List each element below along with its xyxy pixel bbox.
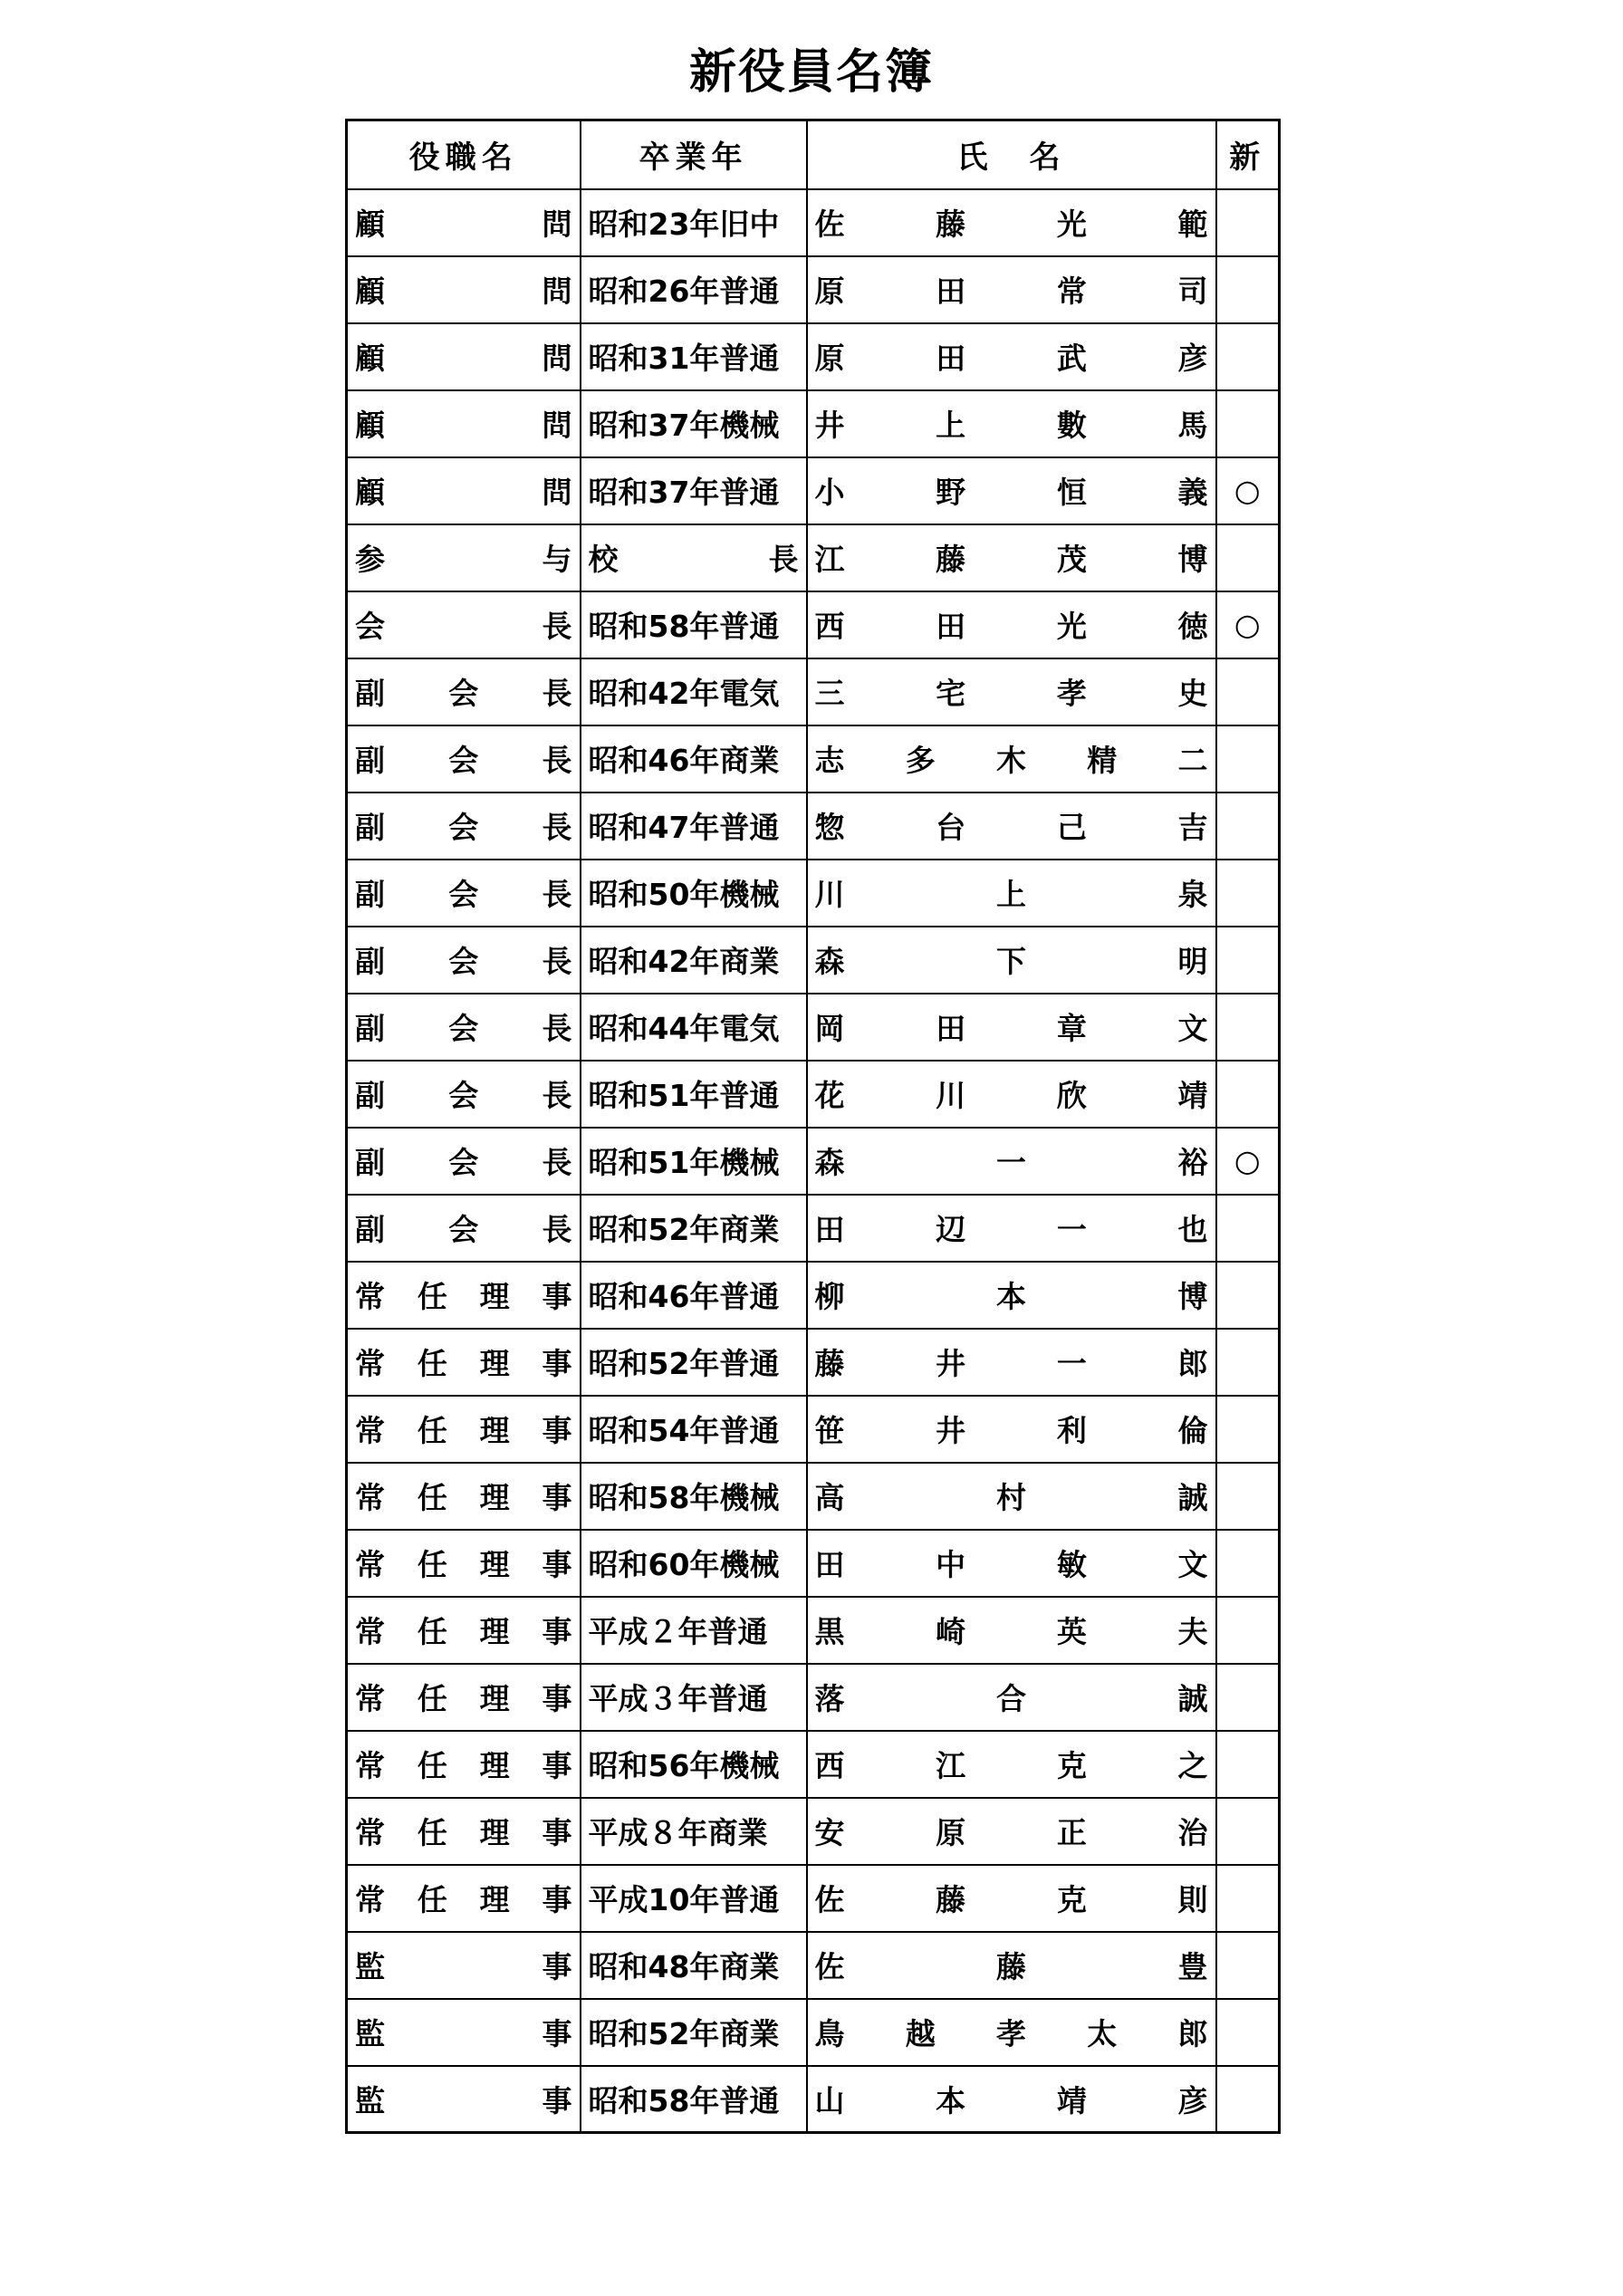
cell-post: 顧 問: [347, 256, 581, 323]
table-row: [347, 1061, 1280, 1128]
table-row: [347, 323, 1280, 390]
cell-post: 副 会 長: [347, 927, 581, 994]
cell-post: 副 会 長: [347, 994, 581, 1061]
cell-new-mark: [1216, 1932, 1280, 1999]
cell-new-mark: [1216, 1396, 1280, 1463]
table-row: [347, 1329, 1280, 1396]
cell-new-mark: [1216, 524, 1280, 591]
table-row: [347, 1999, 1280, 2066]
cell-graduation-year: 昭和50年機械: [581, 860, 807, 927]
table-header: [347, 120, 1280, 189]
cell-graduation-year: 昭和52年商業: [581, 1195, 807, 1262]
table-row: [347, 1530, 1280, 1597]
cell-new-mark: [1216, 1530, 1280, 1597]
cell-post: 副 会 長: [347, 725, 581, 793]
cell-name: 田 辺 一 也: [807, 1195, 1216, 1262]
cell-post: 常 任 理 事: [347, 1530, 581, 1597]
cell-graduation-year: 昭和31年普通: [581, 323, 807, 390]
cell-new-mark: [1216, 1731, 1280, 1798]
page-title: 新役員名簿: [688, 45, 934, 100]
cell-graduation-year: 昭和51年普通: [581, 1061, 807, 1128]
cell-post: 常 任 理 事: [347, 1664, 581, 1731]
cell-name: 志 多 木 精 二: [807, 725, 1216, 793]
cell-graduation-year: 昭和48年商業: [581, 1932, 807, 1999]
cell-graduation-year: 昭和58年普通: [581, 2066, 807, 2133]
table-row: [347, 1396, 1280, 1463]
cell-post: 顧 問: [347, 457, 581, 524]
cell-new-mark: [1216, 323, 1280, 390]
table-row: [347, 994, 1280, 1061]
table-row: [347, 2066, 1280, 2133]
cell-name: 花 川 欣 靖: [807, 1061, 1216, 1128]
cell-post: 常 任 理 事: [347, 1463, 581, 1530]
cell-name: 三 宅 孝 史: [807, 658, 1216, 725]
cell-post: 監 事: [347, 2066, 581, 2133]
cell-graduation-year: 昭和58年普通: [581, 591, 807, 658]
cell-new-mark: [1216, 1597, 1280, 1664]
table-row: [347, 1664, 1280, 1731]
cell-name: 川 上 泉: [807, 860, 1216, 927]
cell-graduation-year: 平成10年普通: [581, 1865, 807, 1932]
cell-new-mark: [1216, 1798, 1280, 1865]
cell-graduation-year: 昭和42年電気: [581, 658, 807, 725]
cell-post: 副 会 長: [347, 1061, 581, 1128]
cell-new-mark: [1216, 1865, 1280, 1932]
cell-new-mark: [1216, 725, 1280, 793]
table-row: [347, 1865, 1280, 1932]
cell-post: 監 事: [347, 1932, 581, 1999]
table-row: [347, 658, 1280, 725]
cell-new-mark: ○: [1216, 591, 1280, 658]
roster-table-wrap: [345, 119, 1278, 2134]
cell-name: 黒 崎 英 夫: [807, 1597, 1216, 1664]
cell-name: 柳 本 博: [807, 1262, 1216, 1329]
cell-name: 江 藤 茂 博: [807, 524, 1216, 591]
cell-post: 顧 問: [347, 189, 581, 256]
cell-new-mark: [1216, 927, 1280, 994]
table-row: [347, 1932, 1280, 1999]
cell-name: 安 原 正 治: [807, 1798, 1216, 1865]
cell-graduation-year: 昭和46年普通: [581, 1262, 807, 1329]
table-row: [347, 390, 1280, 457]
cell-new-mark: [1216, 1664, 1280, 1731]
cell-name: 小 野 恒 義: [807, 457, 1216, 524]
cell-post: 常 任 理 事: [347, 1597, 581, 1664]
cell-post: 会 長: [347, 591, 581, 658]
table-row: [347, 256, 1280, 323]
table-row: [347, 457, 1280, 524]
cell-post: 顧 問: [347, 323, 581, 390]
cell-name: 惣 台 己 吉: [807, 793, 1216, 860]
cell-graduation-year: 昭和26年普通: [581, 256, 807, 323]
cell-new-mark: [1216, 1999, 1280, 2066]
cell-new-mark: [1216, 994, 1280, 1061]
cell-name: 高 村 誠: [807, 1463, 1216, 1530]
cell-new-mark: [1216, 1262, 1280, 1329]
table-row: [347, 1128, 1280, 1195]
cell-new-mark: [1216, 1195, 1280, 1262]
cell-name: 山 本 靖 彦: [807, 2066, 1216, 2133]
table-row: [347, 1195, 1280, 1262]
cell-name: 西 江 克 之: [807, 1731, 1216, 1798]
cell-post: 常 任 理 事: [347, 1262, 581, 1329]
cell-name: 田 中 敏 文: [807, 1530, 1216, 1597]
cell-name: 西 田 光 徳: [807, 591, 1216, 658]
officer-roster-table: [345, 119, 1281, 2134]
cell-new-mark: ○: [1216, 1128, 1280, 1195]
column-header-post: 役職名: [347, 120, 581, 189]
cell-post: 副 会 長: [347, 793, 581, 860]
cell-name: 原 田 武 彦: [807, 323, 1216, 390]
cell-name: 岡 田 章 文: [807, 994, 1216, 1061]
cell-graduation-year: 昭和37年普通: [581, 457, 807, 524]
cell-graduation-year: 昭和52年商業: [581, 1999, 807, 2066]
cell-new-mark: [1216, 793, 1280, 860]
cell-graduation-year: 昭和60年機械: [581, 1530, 807, 1597]
cell-name: 森 一 裕: [807, 1128, 1216, 1195]
table-row: [347, 524, 1280, 591]
cell-new-mark: [1216, 1061, 1280, 1128]
table-body: [347, 189, 1280, 2133]
table-row: [347, 1463, 1280, 1530]
cell-graduation-year: 昭和56年機械: [581, 1731, 807, 1798]
cell-new-mark: [1216, 658, 1280, 725]
cell-graduation-year: 昭和42年商業: [581, 927, 807, 994]
cell-new-mark: [1216, 860, 1280, 927]
cell-name: 落 合 誠: [807, 1664, 1216, 1731]
cell-graduation-year: 昭和37年機械: [581, 390, 807, 457]
cell-post: 常 任 理 事: [347, 1329, 581, 1396]
cell-post: 副 会 長: [347, 860, 581, 927]
column-header-year: 卒業年: [581, 120, 807, 189]
cell-graduation-year: 昭和52年普通: [581, 1329, 807, 1396]
cell-graduation-year: 昭和54年普通: [581, 1396, 807, 1463]
cell-graduation-year: 昭和23年旧中: [581, 189, 807, 256]
table-row: [347, 1262, 1280, 1329]
cell-graduation-year: 平成２年普通: [581, 1597, 807, 1664]
cell-new-mark: [1216, 1329, 1280, 1396]
table-row: [347, 793, 1280, 860]
table-header-row: [347, 120, 1280, 189]
cell-new-mark: ○: [1216, 457, 1280, 524]
table-row: [347, 860, 1280, 927]
cell-new-mark: [1216, 256, 1280, 323]
column-header-name: 氏 名: [807, 120, 1216, 189]
cell-new-mark: [1216, 1463, 1280, 1530]
cell-name: 笹 井 利 倫: [807, 1396, 1216, 1463]
table-row: [347, 1597, 1280, 1664]
cell-new-mark: [1216, 390, 1280, 457]
cell-name: 佐 藤 克 則: [807, 1865, 1216, 1932]
cell-post: 副 会 長: [347, 1195, 581, 1262]
cell-name: 佐 藤 豊: [807, 1932, 1216, 1999]
cell-graduation-year: 昭和47年普通: [581, 793, 807, 860]
cell-new-mark: [1216, 189, 1280, 256]
cell-post: 常 任 理 事: [347, 1731, 581, 1798]
cell-name: 森 下 明: [807, 927, 1216, 994]
table-row: [347, 591, 1280, 658]
cell-post: 参 与: [347, 524, 581, 591]
cell-graduation-year: 平成８年商業: [581, 1798, 807, 1865]
cell-new-mark: [1216, 2066, 1280, 2133]
cell-post: 常 任 理 事: [347, 1865, 581, 1932]
cell-graduation-year: 昭和46年商業: [581, 725, 807, 793]
cell-post: 副 会 長: [347, 1128, 581, 1195]
cell-name: 原 田 常 司: [807, 256, 1216, 323]
cell-name: 藤 井 一 郎: [807, 1329, 1216, 1396]
cell-name: 佐 藤 光 範: [807, 189, 1216, 256]
table-row: [347, 1731, 1280, 1798]
cell-post: 常 任 理 事: [347, 1798, 581, 1865]
column-header-new: 新: [1216, 120, 1280, 189]
cell-name: 井 上 數 馬: [807, 390, 1216, 457]
table-row: [347, 927, 1280, 994]
table-row: [347, 189, 1280, 256]
cell-name: 鳥 越 孝 太 郎: [807, 1999, 1216, 2066]
cell-graduation-year: 平成３年普通: [581, 1664, 807, 1731]
table-row: [347, 1798, 1280, 1865]
cell-graduation-year: 昭和51年機械: [581, 1128, 807, 1195]
cell-graduation-year: 昭和44年電気: [581, 994, 807, 1061]
table-row: [347, 725, 1280, 793]
cell-graduation-year: 校 長: [581, 524, 807, 591]
cell-post: 顧 問: [347, 390, 581, 457]
cell-graduation-year: 昭和58年機械: [581, 1463, 807, 1530]
cell-post: 常 任 理 事: [347, 1396, 581, 1463]
cell-post: 副 会 長: [347, 658, 581, 725]
cell-post: 監 事: [347, 1999, 581, 2066]
